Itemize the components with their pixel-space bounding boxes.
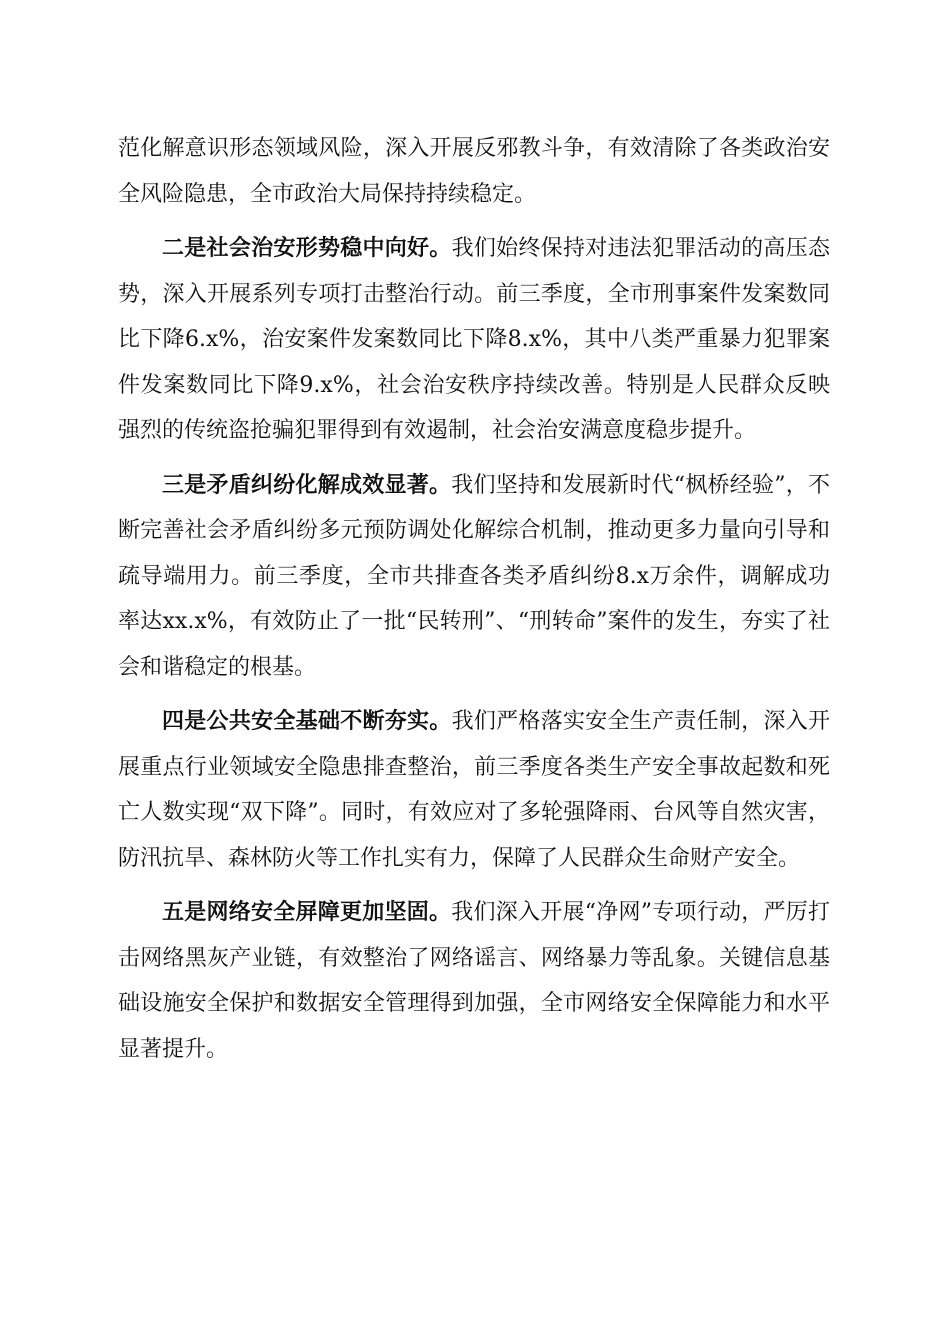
paragraph-lead: 五是网络安全屏障更加坚固。	[162, 899, 452, 925]
document-body	[118, 126, 830, 1072]
paragraph-public-order	[118, 226, 830, 454]
paragraph-lead: 二是社会治安形势稳中向好。	[162, 235, 452, 261]
paragraph-text: 范化解意识形态领域风险，深入开展反邪教斗争，有效清除了各类政治安全风险隐患，全市政治大局保持持续稳定。	[118, 136, 830, 207]
paragraph-lead: 四是公共安全基础不断夯实。	[162, 708, 452, 734]
paragraph-lead: 三是矛盾纠纷化解成效显著。	[162, 471, 452, 498]
paragraph-cyber-security	[118, 890, 830, 1072]
paragraph-text: 我们深入开展“净网”专项行动，严厉打击网络黑灰产业链，有效整治了网络谣言、网络暴力等乱象。关键信息基础设施安全保护和数据安全管理得到加强，全市网络安全保障能力和水平显著提升。	[118, 900, 830, 1062]
paragraph-text: 我们始终保持对违法犯罪活动的高压态势，深入开展系列专项打击整治行动。前三季度，全市刑事案件发案数同比下降6.x%，治安案件发案数同比下降8.x%，其中八类严重暴力犯罪案件发案数同比下降9.x%，社会治安秩序持续改善。特别是人民群众反映强烈的传统盗抢骗犯罪得到有效遏制，社会治安满意度稳步提升。	[118, 236, 830, 443]
paragraph-dispute-resolution	[118, 463, 830, 691]
paragraph-public-safety	[118, 699, 830, 881]
paragraph-political-security-continued	[118, 126, 830, 217]
paragraph-text: 我们坚持和发展新时代“枫桥经验”，不断完善社会矛盾纠纷多元预防调处化解综合机制，推动更多力量向引导和疏导端用力。前三季度，全市共排查各类矛盾纠纷8.x万余件，调解成功率达xx.x%，有效防止了一批“民转刑”、“刑转命”案件的发生，夯实了社会和谐稳定的根基。	[118, 472, 830, 680]
paragraph-text: 我们严格落实安全生产责任制，深入开展重点行业领域安全隐患排查整治，前三季度各类生产安全事故起数和死亡人数实现“双下降”。同时，有效应对了多轮强降雨、台风等自然灾害，防汛抗旱、森林防火等工作扎实有力，保障了人民群众生命财产安全。	[118, 709, 830, 871]
